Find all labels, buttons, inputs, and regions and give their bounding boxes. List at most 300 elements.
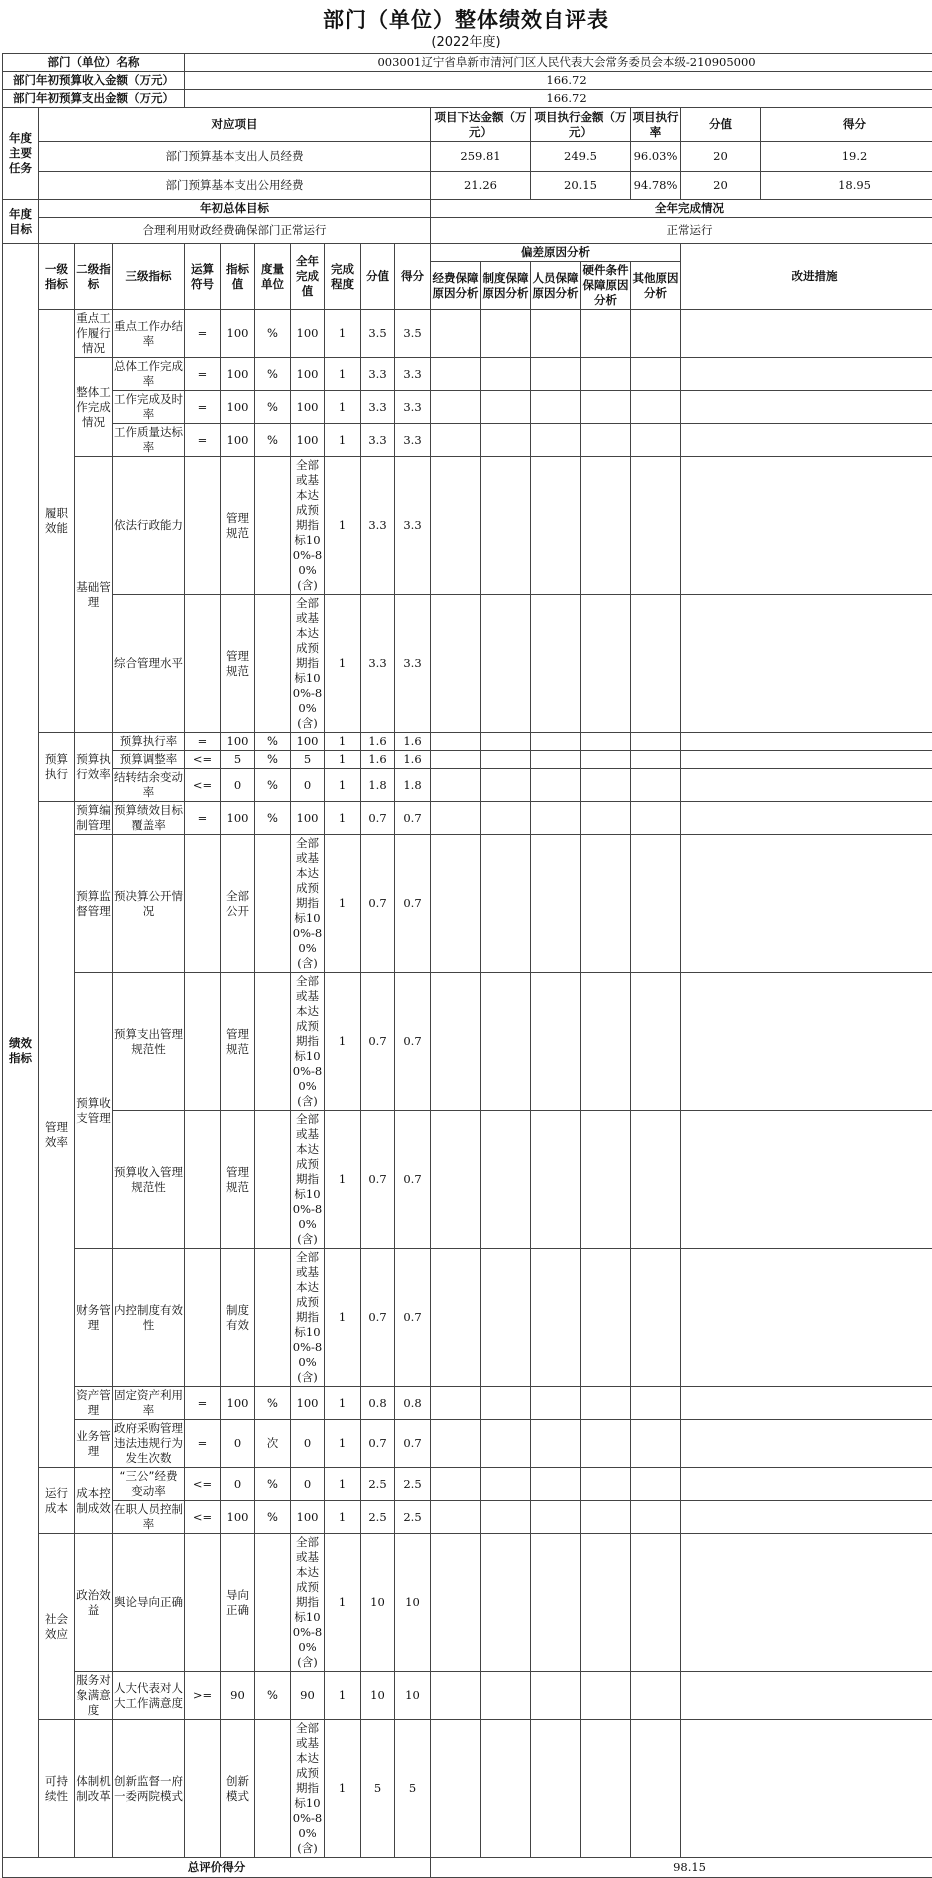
level2-cell: 业务管理 bbox=[75, 1420, 113, 1468]
operator-cell: = bbox=[185, 733, 221, 751]
degree-cell: 1 bbox=[325, 733, 361, 751]
unit-cell bbox=[255, 835, 291, 973]
improve-cell bbox=[681, 310, 932, 358]
tasks-section-label: 年度主要任务 bbox=[3, 108, 39, 200]
level2-cell: 预算监督管理 bbox=[75, 835, 113, 973]
dev-hardware-cell bbox=[581, 1249, 631, 1387]
dev-other-cell bbox=[631, 835, 681, 973]
improve-cell bbox=[681, 751, 932, 769]
level2-cell: 成本控制成效 bbox=[75, 1468, 113, 1534]
degree-cell: 1 bbox=[325, 1420, 361, 1468]
score-cell: 5 bbox=[395, 1720, 431, 1858]
dev-funding-cell bbox=[431, 1111, 481, 1249]
improve-cell bbox=[681, 424, 932, 457]
dev-other-header: 其他原因分析 bbox=[631, 262, 681, 310]
actual-cell: 全部或基本达成预期指标100%-80%(含) bbox=[291, 1720, 325, 1858]
dev-system-cell bbox=[481, 835, 531, 973]
value-cell: 10 bbox=[361, 1672, 395, 1720]
task-value: 20 bbox=[681, 172, 761, 200]
score-cell: 0.7 bbox=[395, 973, 431, 1111]
goals-section-label: 年度目标 bbox=[3, 200, 39, 244]
dev-funding-cell bbox=[431, 1249, 481, 1387]
level2-cell: 体制机制改革 bbox=[75, 1720, 113, 1858]
col-degree: 完成程度 bbox=[325, 244, 361, 310]
dev-system-cell bbox=[481, 1387, 531, 1420]
degree-cell: 1 bbox=[325, 1249, 361, 1387]
degree-cell: 1 bbox=[325, 835, 361, 973]
indicator-row bbox=[3, 391, 932, 424]
dev-system-cell bbox=[481, 1249, 531, 1387]
dev-staff-cell bbox=[531, 769, 581, 802]
value-cell: 1.8 bbox=[361, 769, 395, 802]
dev-funding-cell bbox=[431, 1387, 481, 1420]
dev-other-cell bbox=[631, 1672, 681, 1720]
dev-hardware-cell bbox=[581, 769, 631, 802]
dev-funding-cell bbox=[431, 1672, 481, 1720]
dev-system-cell bbox=[481, 1501, 531, 1534]
operator-cell: = bbox=[185, 1420, 221, 1468]
dev-staff-header: 人员保障原因分析 bbox=[531, 262, 581, 310]
dev-staff-cell bbox=[531, 1720, 581, 1858]
value-cell: 0.7 bbox=[361, 835, 395, 973]
degree-cell: 1 bbox=[325, 310, 361, 358]
tasks-col-score: 得分 bbox=[761, 108, 932, 142]
level3-cell: 预算收入管理规范性 bbox=[113, 1111, 185, 1249]
dev-funding-cell bbox=[431, 358, 481, 391]
value-cell: 2.5 bbox=[361, 1501, 395, 1534]
indicator-row bbox=[3, 1501, 932, 1534]
evaluation-table bbox=[2, 53, 932, 1878]
score-cell: 0.7 bbox=[395, 835, 431, 973]
target-cell: 90 bbox=[221, 1672, 255, 1720]
level3-cell: 依法行政能力 bbox=[113, 457, 185, 595]
dev-staff-cell bbox=[531, 1534, 581, 1672]
unit-cell: % bbox=[255, 1672, 291, 1720]
level2-cell: 政治效益 bbox=[75, 1534, 113, 1672]
dev-other-cell bbox=[631, 424, 681, 457]
income-label: 部门年初预算收入金额（万元） bbox=[3, 72, 185, 90]
task-executed: 20.15 bbox=[531, 172, 631, 200]
value-cell: 3.3 bbox=[361, 358, 395, 391]
dev-other-cell bbox=[631, 358, 681, 391]
score-cell: 3.3 bbox=[395, 595, 431, 733]
value-cell: 1.6 bbox=[361, 733, 395, 751]
dev-system-cell bbox=[481, 310, 531, 358]
dev-system-header: 制度保障原因分析 bbox=[481, 262, 531, 310]
target-cell: 制度有效 bbox=[221, 1249, 255, 1387]
dev-other-cell bbox=[631, 769, 681, 802]
improve-cell bbox=[681, 391, 932, 424]
dev-other-cell bbox=[631, 1501, 681, 1534]
operator-cell bbox=[185, 1720, 221, 1858]
level2-cell: 资产管理 bbox=[75, 1387, 113, 1420]
level1-cell: 社会效应 bbox=[39, 1534, 75, 1720]
dev-funding-cell bbox=[431, 457, 481, 595]
indicator-row bbox=[3, 358, 932, 391]
actual-cell: 90 bbox=[291, 1672, 325, 1720]
col-level2: 二级指标 bbox=[75, 244, 113, 310]
dev-staff-cell bbox=[531, 1672, 581, 1720]
tasks-col-score-value: 分值 bbox=[681, 108, 761, 142]
dev-hardware-cell bbox=[581, 1111, 631, 1249]
tasks-col-executed: 项目执行金额（万元） bbox=[531, 108, 631, 142]
dev-system-cell bbox=[481, 595, 531, 733]
value-cell: 5 bbox=[361, 1720, 395, 1858]
expense-label: 部门年初预算支出金额（万元） bbox=[3, 90, 185, 108]
operator-cell: <= bbox=[185, 751, 221, 769]
target-cell: 全部公开 bbox=[221, 835, 255, 973]
score-cell: 2.5 bbox=[395, 1501, 431, 1534]
indicator-row bbox=[3, 835, 932, 973]
score-cell: 1.8 bbox=[395, 769, 431, 802]
dev-system-cell bbox=[481, 1420, 531, 1468]
actual-cell: 0 bbox=[291, 1468, 325, 1501]
indicator-row bbox=[3, 424, 932, 457]
target-cell: 100 bbox=[221, 358, 255, 391]
degree-cell: 1 bbox=[325, 391, 361, 424]
dev-staff-cell bbox=[531, 751, 581, 769]
actual-cell: 100 bbox=[291, 310, 325, 358]
col-score: 得分 bbox=[395, 244, 431, 310]
goals-completion-header: 全年完成情况 bbox=[431, 200, 932, 218]
dev-staff-cell bbox=[531, 1111, 581, 1249]
value-cell: 3.3 bbox=[361, 457, 395, 595]
value-cell: 10 bbox=[361, 1534, 395, 1672]
target-cell: 管理规范 bbox=[221, 1111, 255, 1249]
improve-cell bbox=[681, 457, 932, 595]
dev-system-cell bbox=[481, 391, 531, 424]
level2-cell: 重点工作履行情况 bbox=[75, 310, 113, 358]
level2-cell: 基础管理 bbox=[75, 457, 113, 733]
dev-other-cell bbox=[631, 1387, 681, 1420]
dev-other-cell bbox=[631, 1420, 681, 1468]
value-cell: 3.3 bbox=[361, 595, 395, 733]
dev-other-cell bbox=[631, 1249, 681, 1387]
dev-hardware-cell bbox=[581, 802, 631, 835]
dev-funding-cell bbox=[431, 835, 481, 973]
target-cell: 100 bbox=[221, 424, 255, 457]
improve-cell bbox=[681, 973, 932, 1111]
value-cell: 0.7 bbox=[361, 802, 395, 835]
task-rate: 94.78% bbox=[631, 172, 681, 200]
actual-cell: 全部或基本达成预期指标100%-80%(含) bbox=[291, 457, 325, 595]
target-cell: 创新模式 bbox=[221, 1720, 255, 1858]
degree-cell: 1 bbox=[325, 1111, 361, 1249]
level3-cell: 预算执行率 bbox=[113, 733, 185, 751]
value-cell: 0.7 bbox=[361, 1420, 395, 1468]
dev-funding-cell bbox=[431, 424, 481, 457]
score-cell: 1.6 bbox=[395, 751, 431, 769]
dev-system-cell bbox=[481, 769, 531, 802]
dev-hardware-cell bbox=[581, 457, 631, 595]
tasks-col-allocated: 项目下达金额（万元） bbox=[431, 108, 531, 142]
dev-hardware-cell bbox=[581, 1420, 631, 1468]
indicator-row bbox=[3, 1420, 932, 1468]
level1-cell: 可持续性 bbox=[39, 1720, 75, 1858]
dev-system-cell bbox=[481, 1111, 531, 1249]
improve-cell bbox=[681, 1501, 932, 1534]
col-improve: 改进措施 bbox=[681, 244, 932, 310]
dev-system-cell bbox=[481, 733, 531, 751]
improve-cell bbox=[681, 1720, 932, 1858]
dev-funding-header: 经费保障原因分析 bbox=[431, 262, 481, 310]
score-cell: 0.7 bbox=[395, 1420, 431, 1468]
level1-cell: 履职效能 bbox=[39, 310, 75, 733]
task-allocated: 259.81 bbox=[431, 142, 531, 172]
actual-cell: 全部或基本达成预期指标100%-80%(含) bbox=[291, 1111, 325, 1249]
unit-cell: % bbox=[255, 1387, 291, 1420]
improve-cell bbox=[681, 769, 932, 802]
dev-hardware-cell bbox=[581, 595, 631, 733]
value-cell: 3.5 bbox=[361, 310, 395, 358]
operator-cell: = bbox=[185, 802, 221, 835]
dev-staff-cell bbox=[531, 1501, 581, 1534]
total-label: 总评价得分 bbox=[3, 1858, 431, 1878]
unit-cell: 次 bbox=[255, 1420, 291, 1468]
degree-cell: 1 bbox=[325, 751, 361, 769]
level3-cell: 预算调整率 bbox=[113, 751, 185, 769]
actual-cell: 全部或基本达成预期指标100%-80%(含) bbox=[291, 1249, 325, 1387]
level3-cell: 工作质量达标率 bbox=[113, 424, 185, 457]
dev-hardware-cell bbox=[581, 1387, 631, 1420]
dev-other-cell bbox=[631, 457, 681, 595]
dev-staff-cell bbox=[531, 973, 581, 1111]
level3-cell: 预决算公开情况 bbox=[113, 835, 185, 973]
dev-funding-cell bbox=[431, 1720, 481, 1858]
operator-cell bbox=[185, 1111, 221, 1249]
level3-cell: 总体工作完成率 bbox=[113, 358, 185, 391]
dev-hardware-cell bbox=[581, 1534, 631, 1672]
unit-cell: % bbox=[255, 769, 291, 802]
level3-cell: 预算绩效目标覆盖率 bbox=[113, 802, 185, 835]
dev-system-cell bbox=[481, 1672, 531, 1720]
actual-cell: 全部或基本达成预期指标100%-80%(含) bbox=[291, 1534, 325, 1672]
value-cell: 1.6 bbox=[361, 751, 395, 769]
actual-cell: 全部或基本达成预期指标100%-80%(含) bbox=[291, 595, 325, 733]
task-rate: 96.03% bbox=[631, 142, 681, 172]
dev-funding-cell bbox=[431, 751, 481, 769]
operator-cell: <= bbox=[185, 1468, 221, 1501]
dev-other-cell bbox=[631, 1720, 681, 1858]
dev-hardware-cell bbox=[581, 1672, 631, 1720]
dev-staff-cell bbox=[531, 310, 581, 358]
level2-cell: 整体工作完成情况 bbox=[75, 358, 113, 457]
score-cell: 3.3 bbox=[395, 424, 431, 457]
dev-hardware-cell bbox=[581, 358, 631, 391]
dev-funding-cell bbox=[431, 310, 481, 358]
task-item: 部门预算基本支出公用经费 bbox=[39, 172, 431, 200]
dev-hardware-cell bbox=[581, 310, 631, 358]
score-cell: 3.3 bbox=[395, 457, 431, 595]
dev-hardware-cell bbox=[581, 973, 631, 1111]
improve-cell bbox=[681, 1468, 932, 1501]
unit-cell bbox=[255, 1111, 291, 1249]
actual-cell: 100 bbox=[291, 358, 325, 391]
degree-cell: 1 bbox=[325, 1720, 361, 1858]
task-score: 18.95 bbox=[761, 172, 932, 200]
target-cell: 管理规范 bbox=[221, 973, 255, 1111]
operator-cell: = bbox=[185, 424, 221, 457]
dev-other-cell bbox=[631, 1468, 681, 1501]
operator-cell bbox=[185, 457, 221, 595]
unit-cell bbox=[255, 1534, 291, 1672]
dev-funding-cell bbox=[431, 1534, 481, 1672]
col-target: 指标值 bbox=[221, 244, 255, 310]
improve-cell bbox=[681, 1111, 932, 1249]
task-allocated: 21.26 bbox=[431, 172, 531, 200]
degree-cell: 1 bbox=[325, 769, 361, 802]
income-value: 166.72 bbox=[185, 72, 932, 90]
dev-staff-cell bbox=[531, 358, 581, 391]
goals-initial-value: 合理利用财政经费确保部门正常运行 bbox=[39, 218, 431, 244]
indicator-row bbox=[3, 1387, 932, 1420]
dev-funding-cell bbox=[431, 769, 481, 802]
dev-hardware-cell bbox=[581, 1501, 631, 1534]
dev-staff-cell bbox=[531, 1420, 581, 1468]
indicator-row bbox=[3, 595, 932, 733]
level2-cell: 预算编制管理 bbox=[75, 802, 113, 835]
col-level1: 一级指标 bbox=[39, 244, 75, 310]
degree-cell: 1 bbox=[325, 457, 361, 595]
dev-other-cell bbox=[631, 751, 681, 769]
dev-system-cell bbox=[481, 424, 531, 457]
dev-staff-cell bbox=[531, 457, 581, 595]
dev-staff-cell bbox=[531, 802, 581, 835]
target-cell: 100 bbox=[221, 391, 255, 424]
target-cell: 0 bbox=[221, 1420, 255, 1468]
degree-cell: 1 bbox=[325, 973, 361, 1111]
dev-funding-cell bbox=[431, 1420, 481, 1468]
value-cell: 0.7 bbox=[361, 973, 395, 1111]
improve-cell bbox=[681, 1249, 932, 1387]
task-score: 19.2 bbox=[761, 142, 932, 172]
target-cell: 100 bbox=[221, 802, 255, 835]
unit-cell: % bbox=[255, 1468, 291, 1501]
actual-cell: 100 bbox=[291, 1501, 325, 1534]
unit-cell: % bbox=[255, 358, 291, 391]
operator-cell: = bbox=[185, 391, 221, 424]
unit-cell: % bbox=[255, 310, 291, 358]
operator-cell: <= bbox=[185, 769, 221, 802]
level3-cell: 预算支出管理规范性 bbox=[113, 973, 185, 1111]
indicator-row bbox=[3, 310, 932, 358]
target-cell: 100 bbox=[221, 1387, 255, 1420]
dev-other-cell bbox=[631, 733, 681, 751]
value-cell: 0.7 bbox=[361, 1111, 395, 1249]
operator-cell bbox=[185, 1534, 221, 1672]
dev-staff-cell bbox=[531, 1249, 581, 1387]
value-cell: 2.5 bbox=[361, 1468, 395, 1501]
target-cell: 0 bbox=[221, 1468, 255, 1501]
dev-staff-cell bbox=[531, 835, 581, 973]
dev-staff-cell bbox=[531, 1468, 581, 1501]
target-cell: 5 bbox=[221, 751, 255, 769]
col-actual: 全年完成值 bbox=[291, 244, 325, 310]
dev-hardware-header: 硬件条件保障原因分析 bbox=[581, 262, 631, 310]
score-cell: 0.7 bbox=[395, 1111, 431, 1249]
improve-cell bbox=[681, 733, 932, 751]
level1-cell: 运行成本 bbox=[39, 1468, 75, 1534]
operator-cell: <= bbox=[185, 1501, 221, 1534]
dev-hardware-cell bbox=[581, 1468, 631, 1501]
level1-cell: 管理效率 bbox=[39, 802, 75, 1468]
unit-cell bbox=[255, 1249, 291, 1387]
level1-cell: 预算执行 bbox=[39, 733, 75, 802]
unit-cell: % bbox=[255, 391, 291, 424]
operator-cell: = bbox=[185, 358, 221, 391]
operator-cell bbox=[185, 973, 221, 1111]
deviation-header: 偏差原因分析 bbox=[431, 244, 681, 262]
operator-cell: = bbox=[185, 310, 221, 358]
page-subtitle: (2022年度) bbox=[0, 31, 932, 50]
degree-cell: 1 bbox=[325, 1468, 361, 1501]
indicator-row bbox=[3, 769, 932, 802]
score-cell: 1.6 bbox=[395, 733, 431, 751]
score-cell: 2.5 bbox=[395, 1468, 431, 1501]
goals-completion-value: 正常运行 bbox=[431, 218, 932, 244]
dev-other-cell bbox=[631, 310, 681, 358]
task-executed: 249.5 bbox=[531, 142, 631, 172]
degree-cell: 1 bbox=[325, 1672, 361, 1720]
dev-staff-cell bbox=[531, 424, 581, 457]
dev-staff-cell bbox=[531, 391, 581, 424]
level3-cell: “三公”经费变动率 bbox=[113, 1468, 185, 1501]
level3-cell: 创新监督一府一委两院模式 bbox=[113, 1720, 185, 1858]
target-cell: 管理规范 bbox=[221, 457, 255, 595]
dev-system-cell bbox=[481, 1720, 531, 1858]
indicator-row bbox=[3, 1534, 932, 1672]
degree-cell: 1 bbox=[325, 358, 361, 391]
operator-cell bbox=[185, 595, 221, 733]
score-cell: 0.8 bbox=[395, 1387, 431, 1420]
level3-cell: 人大代表对人大工作满意度 bbox=[113, 1672, 185, 1720]
indicator-row bbox=[3, 733, 932, 751]
col-unit: 度量单位 bbox=[255, 244, 291, 310]
actual-cell: 全部或基本达成预期指标100%-80%(含) bbox=[291, 835, 325, 973]
level2-cell: 服务对象满意度 bbox=[75, 1672, 113, 1720]
improve-cell bbox=[681, 802, 932, 835]
score-cell: 3.3 bbox=[395, 358, 431, 391]
indicator-row bbox=[3, 751, 932, 769]
dev-system-cell bbox=[481, 973, 531, 1111]
degree-cell: 1 bbox=[325, 1387, 361, 1420]
tasks-col-rate: 项目执行率 bbox=[631, 108, 681, 142]
dev-other-cell bbox=[631, 1111, 681, 1249]
score-cell: 0.7 bbox=[395, 802, 431, 835]
dev-staff-cell bbox=[531, 733, 581, 751]
level3-cell: 工作完成及时率 bbox=[113, 391, 185, 424]
dev-system-cell bbox=[481, 1534, 531, 1672]
level3-cell: 综合管理水平 bbox=[113, 595, 185, 733]
indicator-row bbox=[3, 802, 932, 835]
target-cell: 100 bbox=[221, 1501, 255, 1534]
actual-cell: 100 bbox=[291, 802, 325, 835]
unit-cell: % bbox=[255, 424, 291, 457]
unit-cell bbox=[255, 973, 291, 1111]
dev-other-cell bbox=[631, 391, 681, 424]
operator-cell: >= bbox=[185, 1672, 221, 1720]
dev-other-cell bbox=[631, 802, 681, 835]
level3-cell: 重点工作办结率 bbox=[113, 310, 185, 358]
task-value: 20 bbox=[681, 142, 761, 172]
value-cell: 3.3 bbox=[361, 391, 395, 424]
degree-cell: 1 bbox=[325, 1534, 361, 1672]
improve-cell bbox=[681, 1534, 932, 1672]
actual-cell: 全部或基本达成预期指标100%-80%(含) bbox=[291, 973, 325, 1111]
improve-cell bbox=[681, 835, 932, 973]
operator-cell bbox=[185, 1249, 221, 1387]
task-item: 部门预算基本支出人员经费 bbox=[39, 142, 431, 172]
